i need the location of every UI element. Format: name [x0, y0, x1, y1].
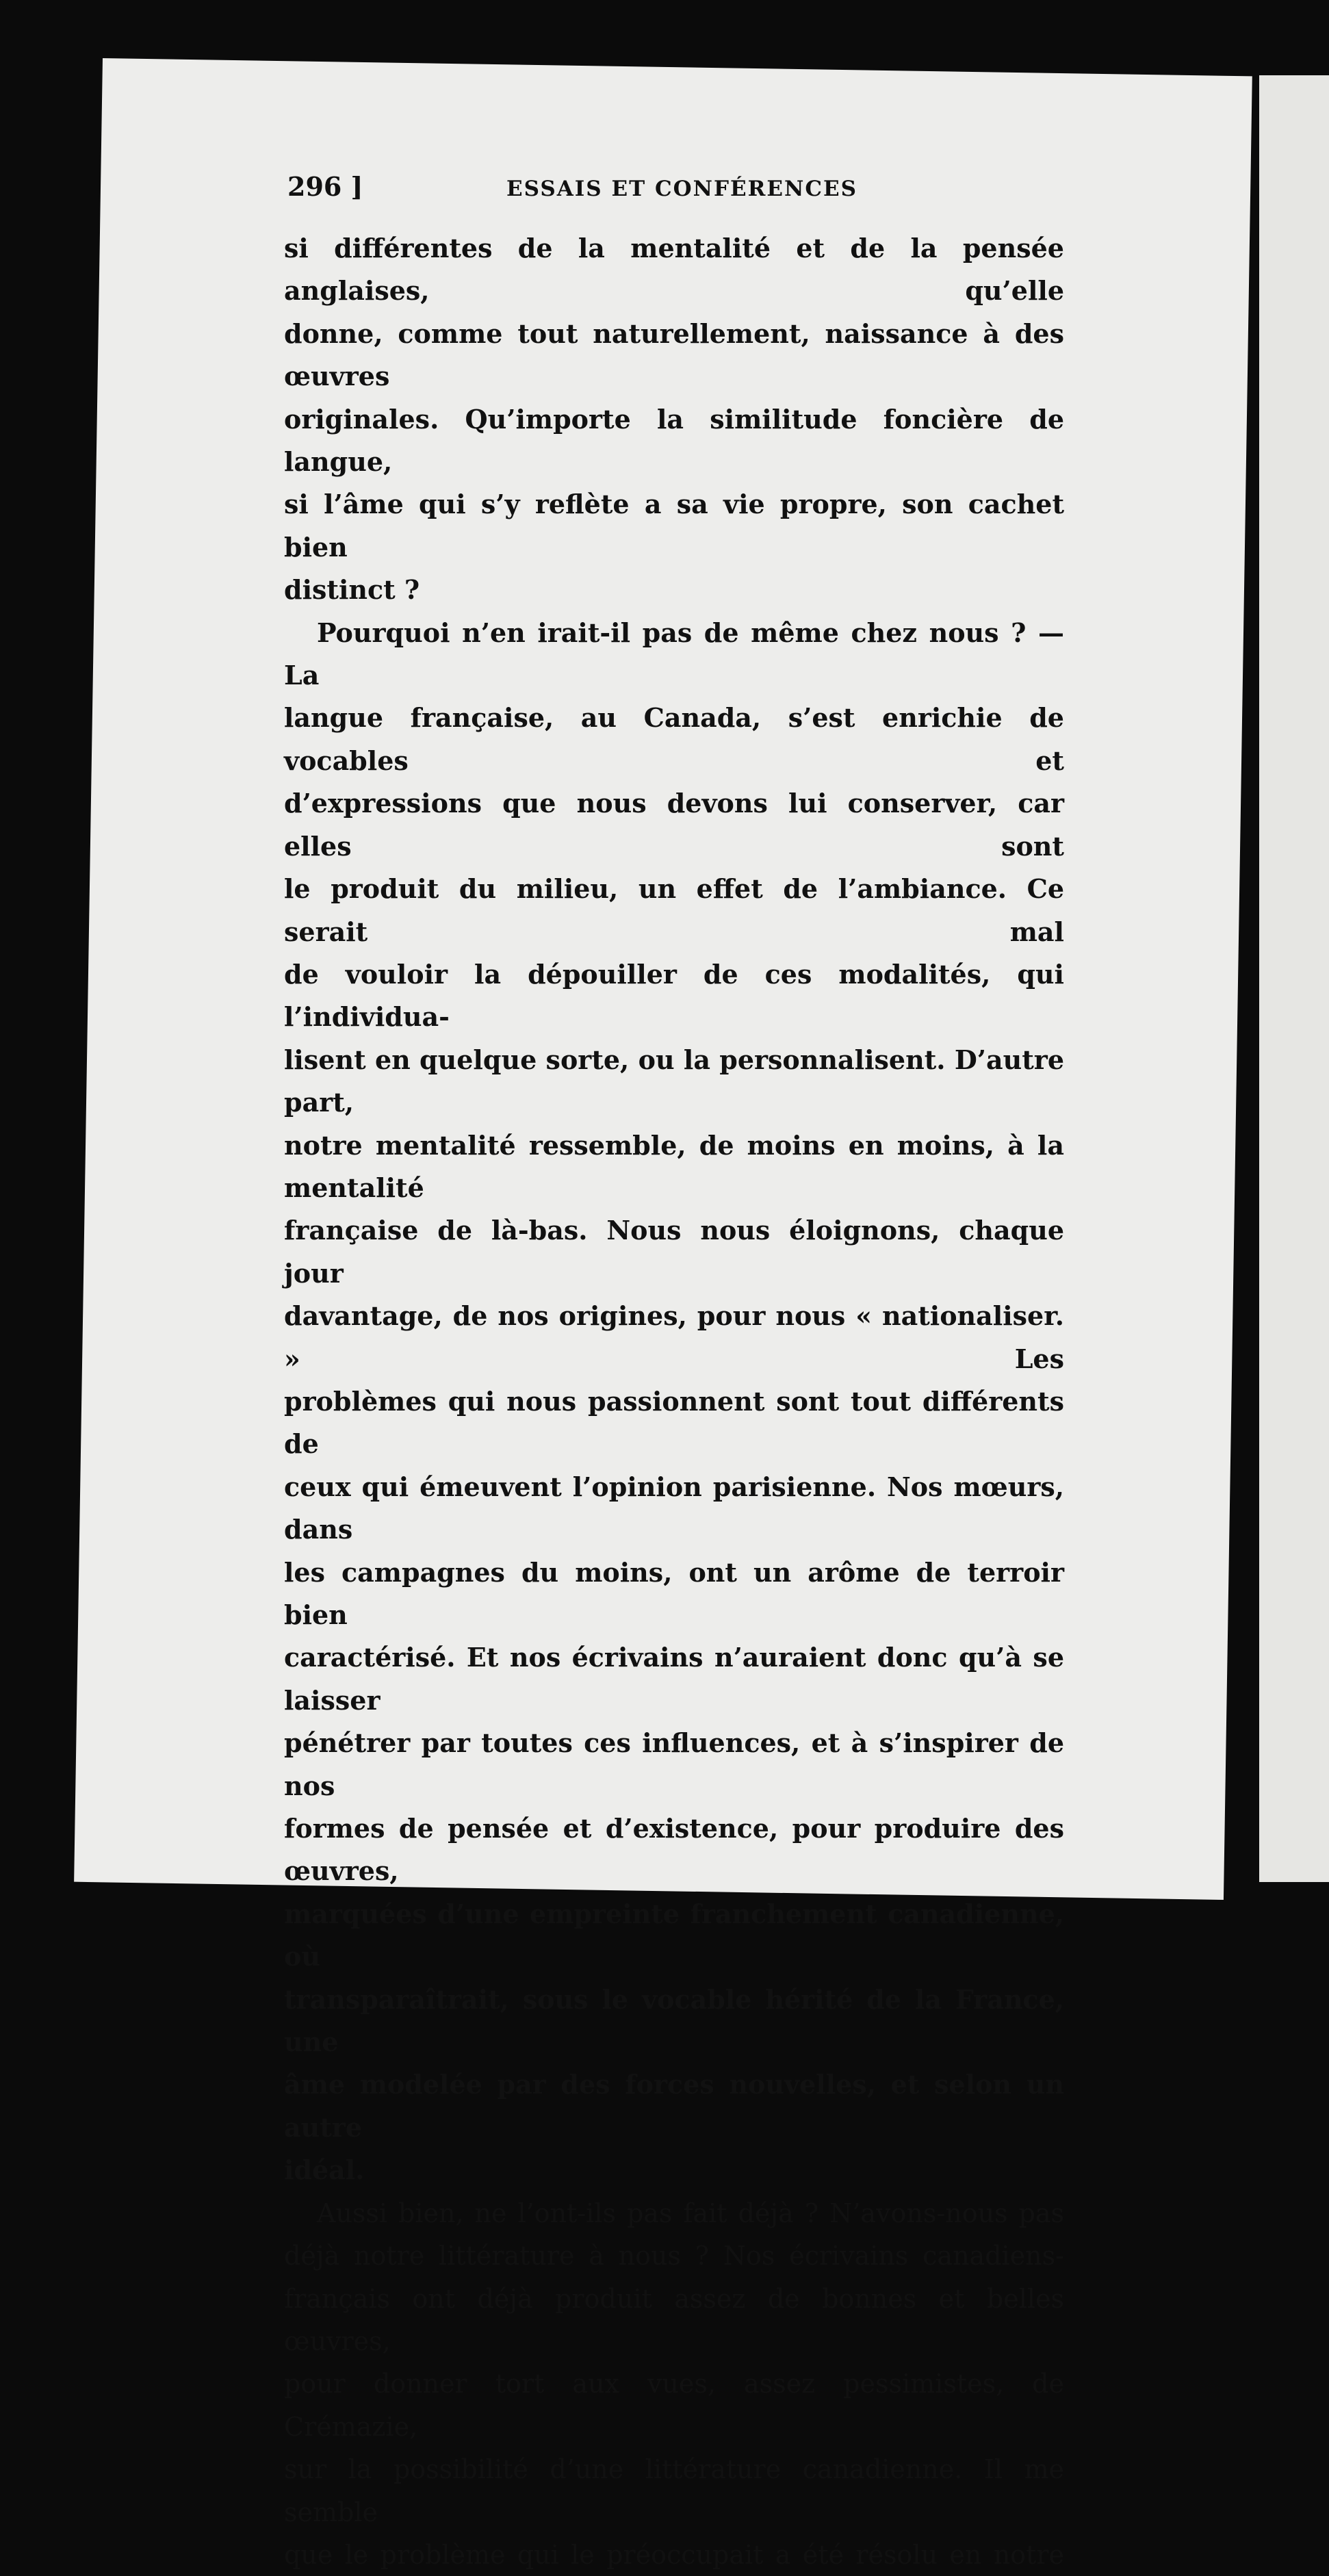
text-line: problèmes qui nous passionnent sont tout différents de	[284, 1385, 1064, 1460]
text-line: que le problème qui le préoccupait a été résolu en notre	[284, 2539, 1064, 2570]
facing-page-edge	[1259, 75, 1329, 1882]
text-line: le produit du milieu, un effet de l’ambiance. Ce serait mal	[284, 873, 1064, 947]
text-line: originales. Qu’importe la similitude foncière de langue,	[284, 403, 1064, 478]
text-line: formes de pensée et d’existence, pour produire des œuvres,	[284, 1813, 1064, 1887]
paragraph-1	[284, 227, 1064, 612]
text-line: notre mentalité ressemble, de moins en moins, à la mentalité	[284, 1129, 1064, 1203]
text-line: distinct ?	[284, 574, 420, 606]
text-line: français ont déjà produit assez de bonnes et belles œuvres,	[284, 2283, 1064, 2356]
page-number: 296 ]	[287, 171, 363, 202]
text-line: pénétrer par toutes ces influences, et à s’inspirer de nos	[284, 1727, 1064, 1801]
body-text	[284, 227, 1064, 2576]
text-line: idéal.	[284, 2154, 365, 2186]
text-line: de vouloir la dépouiller de ces modalités, qui l’individua-	[284, 958, 1064, 1033]
paragraph-3	[284, 2192, 1064, 2576]
text-line: caractérisé. Et nos écrivains n’auraient donc qu’à se laisser	[284, 1642, 1064, 1716]
text-line: déjà notre littérature à nous ? Nos écrivains canadiens-	[284, 2241, 1064, 2271]
text-line: française de là-bas. Nous nous éloignons, chaque jour	[284, 1215, 1064, 1289]
text-line: ceux qui émeuvent l’opinion parisienne. Nos mœurs, dans	[284, 1471, 1064, 1545]
text-line: pour donner tort aux vues, assez pessimistes, de Crémazie,	[284, 2369, 1064, 2442]
text-line: langue française, au Canada, s’est enrichie de vocables et	[284, 702, 1064, 776]
text-line: transparaîtrait, sous le vocable hérité de la France, une	[284, 1983, 1064, 2058]
text-line: Aussi bien, ne l’ont-ils pas fait déjà ? N’avons-nous pas	[317, 2198, 1064, 2228]
text-line: marquées d’une empreinte franchement canadienne, où	[284, 1898, 1064, 1972]
text-line: si l’âme qui s’y reflète a sa vie propre, son cachet bien	[284, 489, 1064, 563]
text-line: les campagnes du moins, ont un arôme de terroir bien	[284, 1556, 1064, 1630]
text-line: sur la possibilité d’une littérature canadienne. Il me semble	[284, 2454, 1064, 2527]
page-header	[287, 171, 1068, 202]
text-line: lisent en quelque sorte, ou la personnalisent. D’autre part,	[284, 1044, 1064, 1118]
text-line: si différentes de la mentalité et de la pensée anglaises, qu’elle	[284, 233, 1064, 307]
text-line: d’expressions que nous devons lui conserver, car elles sont	[284, 788, 1064, 862]
text-line: donne, comme tout naturellement, naissance à des œuvres	[284, 318, 1064, 392]
text-line: âme modelée par des forces nouvelles, et selon un autre	[284, 2069, 1064, 2143]
text-line: Pourquoi n’en irait-il pas de même chez nous ? — La	[284, 617, 1064, 691]
paragraph-2	[284, 612, 1064, 2192]
running-title: ESSAIS ET CONFÉRENCES	[506, 177, 858, 201]
text-line: davantage, de nos origines, pour nous « nationaliser. » Les	[284, 1300, 1064, 1374]
